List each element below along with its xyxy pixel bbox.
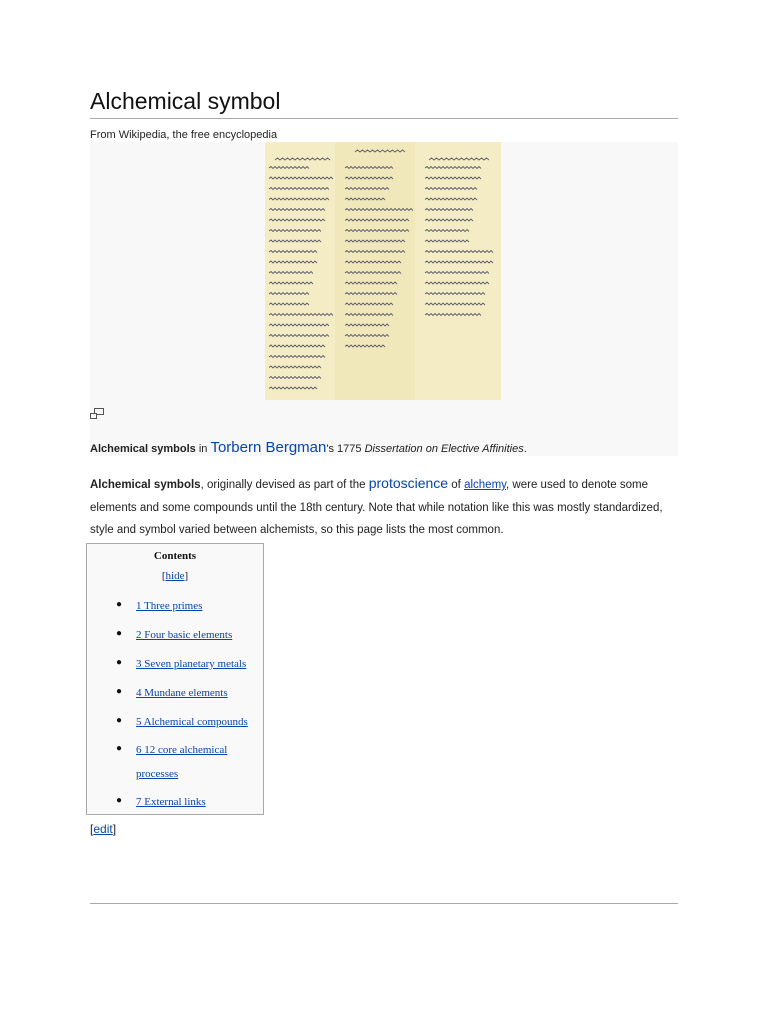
intro-paragraph [90,472,680,542]
intro-bold: Alchemical symbols [90,479,201,491]
magnify-clip-icon[interactable] [90,408,106,420]
bullet-icon: ● [116,795,123,806]
toc-link-four-basic-elements[interactable]: 2 Four basic elements [136,629,233,641]
intro-text-3: , were used to denote some elements and some compounds until the 18th century. Note that while notation like this was mostly standardized, style and symbol varied between alchemists, so this page lists the most common. [90,479,663,536]
toc-link-core-processes[interactable]: 6 12 core alchemical processes [136,744,228,780]
caption-after-link: 's 1775 [326,443,365,455]
toc-title: Contents [153,550,197,562]
bullet-icon: ● [116,743,123,754]
intro-text-2: of [448,479,465,491]
edit-close: ] [112,822,117,836]
toc-toggle-open: [ [161,570,166,582]
intro-text-1: , originally devised as part of the [200,479,369,491]
toc-toggle-close: ] [184,570,189,582]
edit-open: [ [90,822,94,836]
alchemy-link[interactable]: alchemy [464,479,507,491]
protoscience-link[interactable]: protoscience [368,475,449,491]
alchemical-symbols-image[interactable] [265,142,501,400]
bullet-icon: ● [116,657,123,668]
table-of-contents [86,543,264,815]
toc-link-alchemical-compounds[interactable]: 5 Alchemical compounds [136,716,248,728]
section-divider [90,903,678,904]
toc-link-mundane-elements[interactable]: 4 Mundane elements [136,687,228,699]
caption-bold: Alchemical symbols [90,443,196,455]
bullet-icon: ● [116,599,123,610]
title-divider [90,118,678,119]
caption-end: . [523,443,527,455]
toc-link-seven-planetary-metals[interactable]: 3 Seven planetary metals [136,658,247,670]
toc-link-three-primes[interactable]: 1 Three primes [136,600,203,612]
caption-in: in [195,443,211,455]
bullet-icon: ● [116,715,123,726]
section-edit [90,822,116,836]
figure-thumbnail [90,142,678,456]
caption-italic: Dissertation on Elective Affinities [364,443,524,455]
torbern-bergman-link[interactable]: Torbern Bergman [210,439,327,456]
toc-hide-link[interactable]: hide [165,570,185,582]
page-title: Alchemical symbol [90,88,281,114]
figure-caption [90,439,527,456]
edit-link[interactable]: edit [93,822,113,836]
toc-toggle [87,570,263,582]
toc-link-external-links[interactable]: 7 External links [136,796,206,808]
bullet-icon: ● [116,686,123,697]
bullet-icon: ● [116,628,123,639]
page-tagline: From Wikipedia, the free encyclopedia [90,129,278,141]
